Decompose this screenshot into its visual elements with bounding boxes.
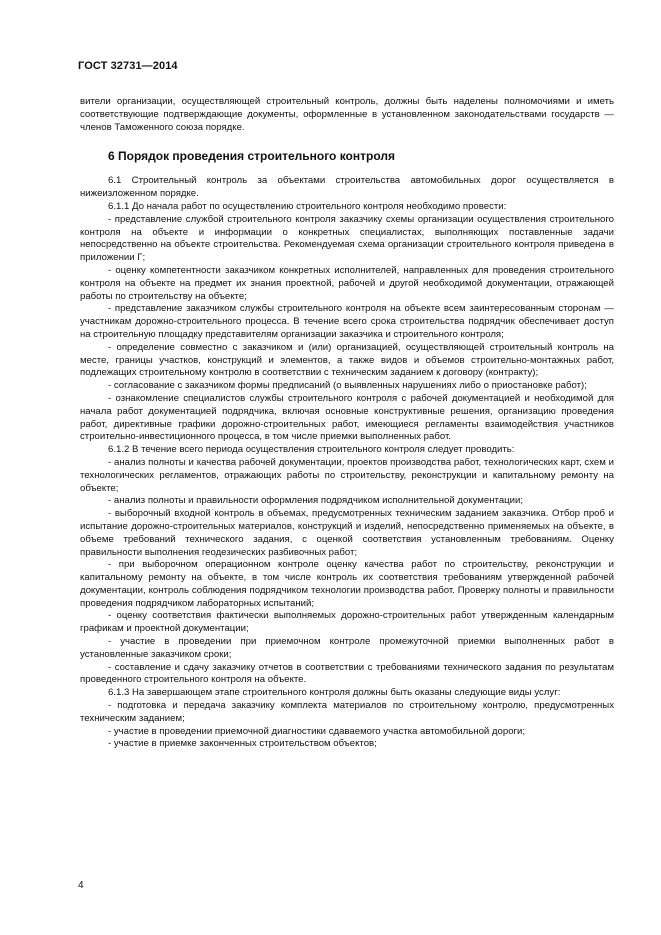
- list-item: - определение совместно с заказчиком и (или) организацией, осуществляющей строительный контроль на месте, границы участков, конструкций и элементов, а также видов и объемов строительно-монтажных работ, подлежащих строительному контролю в соответствии с техническим заданием к договору (контракту);: [80, 341, 614, 379]
- document-code-header: ГОСТ 32731—2014: [78, 60, 178, 72]
- paragraph: 6.1.1 До начала работ по осуществлению строительного контроля необходимо провести:: [108, 200, 507, 212]
- list-item: - согласование с заказчиком формы предписаний (о выявленных нарушениях либо о приостановке работ);: [108, 380, 587, 392]
- list-item: - участие в проведении приемочной диагностики сдаваемого участка автомобильной дороги;: [108, 725, 526, 737]
- list-item: - составление и сдачу заказчику отчетов в соответствии с требованиями технического задания по результатам проведенного строительного контроля на объекте.: [80, 661, 614, 686]
- list-item: - анализ полноты и правильности оформления подрядчиком исполнительной документации;: [108, 495, 524, 507]
- page-number: 4: [78, 880, 84, 891]
- list-item: - участие в приемке законченных строительством объектов;: [108, 738, 377, 750]
- list-item: - оценку компетентности заказчиком конкретных исполнителей, направленных для проведения строительного контроля на объекте на предмет их знания проектной, рабочей и другой необходимой документации, отражающей работы по строительству на объекте;: [80, 264, 614, 302]
- section-heading: 6 Порядок проведения строительного контроля: [108, 149, 395, 164]
- paragraph: 6.1.3 На завершающем этапе строительного контроля должны быть оказаны следующие виды услуг:: [108, 687, 561, 699]
- list-item: - подготовка и передача заказчику комплекта материалов по строительному контролю, предусмотренных техническим заданием;: [80, 700, 614, 724]
- list-item: - участие в проведении при приемочном контроле промежуточной приемки выполненных работ в установленные заказчиком сроки;: [80, 636, 614, 660]
- list-item: - оценку соответствия фактически выполняемых дорожно-строительных работ утвержденным календарным графикам и проектной документации;: [80, 610, 614, 635]
- paragraph: 6.1.2 В течение всего периода осуществления строительного контроля следует проводить:: [108, 444, 515, 456]
- paragraph: 6.1 Строительный контроль за объектами строительства автомобильных дорог осуществляется в нижеизложенном порядке.: [80, 175, 614, 200]
- list-item: - анализ полноты и качества рабочей документации, проектов производства работ, технологических карт, схем и технологических регламентов, отражающих работы по строительству, реконструкции и капитальному ремонту на объекте;: [80, 456, 614, 494]
- list-item: - при выборочном операционном контроле оценку качества работ по строительству, реконструкции и капитальному ремонту на объекте, в том числе контроль их соответствия требованиям утвержденной рабочей документации, контроль соблюдения подрядчиком технологии производства работ. Проверку полноты и правильности проведения подрядчиком лабораторных испытаний;: [80, 559, 614, 609]
- list-item: - ознакомление специалистов службы строительного контроля с рабочей документацией и необходимой для начала работ документацией подрядчика, включая основные конструктивные решения, организацию проведения работ, директивные графики дорожно-строительных работ, имеющиеся регламенты взаимодействия участников строительно-инвестиционного процесса, в том числе приемки выполненных работ.: [80, 392, 614, 443]
- continuation-paragraph: вители организации, осуществляющей строительный контроль, должны быть наделены полномочиями и иметь соответствующие подтверждающие документы, оформленные в установленном законодательствами государств — членов Таможенного союза порядке.: [80, 96, 614, 133]
- list-item: - представление заказчиком службы строительного контроля на объекте всем заинтересованным сторонам — участникам дорожно-строительного процесса. В течение всего срока строительства подрядчик обеспечивает доступ на строительную площадку представителям организации заказчика и строительного контроля;: [80, 303, 614, 340]
- document-body: [80, 96, 614, 751]
- list-item: - представление службой строительного контроля заказчику схемы организации осуществления строительного контроля на объекте и информации о конкретных специалистах, выполняющих поставленные задачи непосредственно на объекте строительства. Рекомендуемая схема организации строительного контроля приведена в приложении Г;: [80, 213, 614, 264]
- list-item: - выборочный входной контроль в объемах, предусмотренных техническим заданием заказчика. Отбор проб и испытание дорожно-строительных материалов, конструкций и изделий, непосредственно применяемых на объекте, в объеме требований технического задания, с оценкой соответствия установленным требованиям. Оценку правильности выполнения геодезических разбивочных работ;: [80, 508, 614, 558]
